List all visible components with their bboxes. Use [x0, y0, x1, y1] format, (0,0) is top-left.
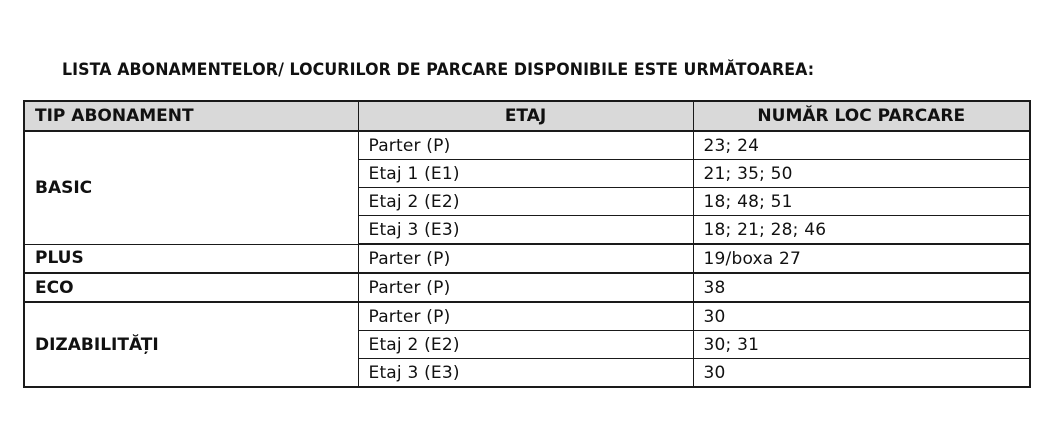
spot-cell: 30; 31	[693, 331, 1030, 359]
floor-cell: Parter (P)	[358, 273, 693, 302]
floor-cell: Etaj 2 (E2)	[358, 331, 693, 359]
floor-cell: Parter (P)	[358, 131, 693, 160]
table-row	[24, 244, 1030, 273]
spot-cell: 18; 21; 28; 46	[693, 216, 1030, 245]
subscription-type-plus: PLUS	[24, 244, 358, 273]
subscription-type-basic: BASIC	[24, 131, 358, 244]
header-parking-spot-number: NUMĂR LOC PARCARE	[693, 101, 1030, 131]
spot-cell: 18; 48; 51	[693, 188, 1030, 216]
table-row	[24, 302, 1030, 331]
table-row	[24, 273, 1030, 302]
spot-cell: 23; 24	[693, 131, 1030, 160]
spot-cell: 30	[693, 302, 1030, 331]
floor-cell: Parter (P)	[358, 244, 693, 273]
floor-cell: Etaj 3 (E3)	[358, 359, 693, 388]
header-floor: ETAJ	[358, 101, 693, 131]
table-row	[24, 131, 1030, 160]
floor-cell: Etaj 3 (E3)	[358, 216, 693, 245]
floor-cell: Parter (P)	[358, 302, 693, 331]
floor-cell: Etaj 1 (E1)	[358, 160, 693, 188]
floor-cell: Etaj 2 (E2)	[358, 188, 693, 216]
parking-subscriptions-table	[23, 100, 1031, 388]
document-title: LISTA ABONAMENTELOR/ LOCURILOR DE PARCARE DISPONIBILE ESTE URMĂTOAREA:	[62, 60, 815, 80]
subscription-type-disabilities: DIZABILITĂȚI	[24, 302, 358, 387]
spot-cell: 19/boxa 27	[693, 244, 1030, 273]
spot-cell: 21; 35; 50	[693, 160, 1030, 188]
spot-cell: 38	[693, 273, 1030, 302]
spot-cell: 30	[693, 359, 1030, 388]
subscription-type-eco: ECO	[24, 273, 358, 302]
header-subscription-type: TIP ABONAMENT	[24, 101, 358, 131]
table-header-row	[24, 101, 1030, 131]
